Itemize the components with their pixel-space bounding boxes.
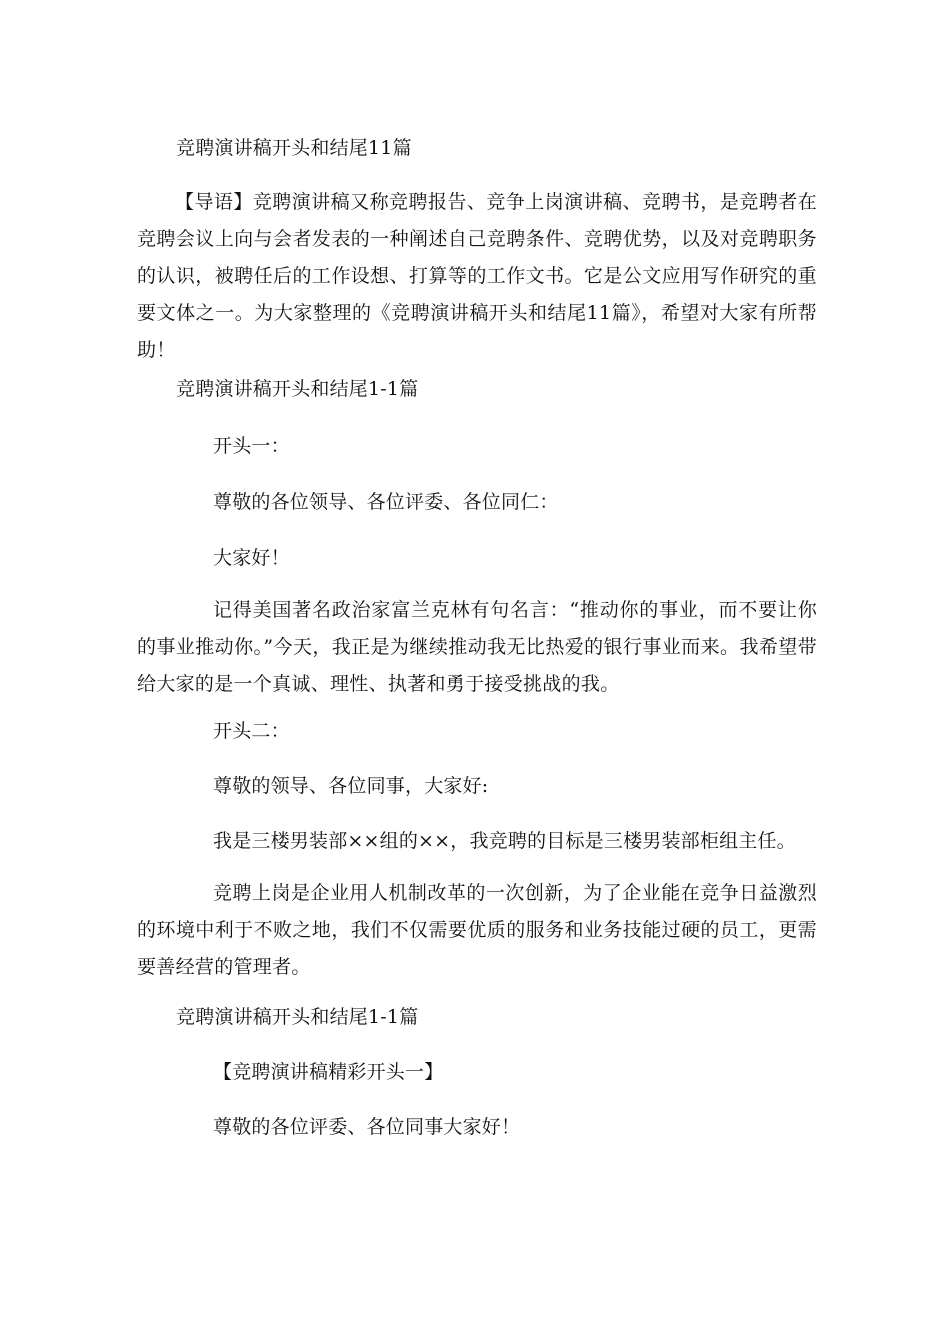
opening-two-intro: 我是三楼男装部××组的××，我竞聘的目标是三楼男装部柜组主任。: [213, 830, 796, 852]
opening-two-body: 竞聘上岗是企业用人机制改革的一次创新，为了企业能在竞争日益激烈的环境中利于不败之地，我们不仅需要优质的服务和业务技能过硬的员工，更需要善经营的管理者。: [137, 882, 817, 978]
section-two-salutation: 尊敬的各位评委、各位同事大家好！: [213, 1116, 521, 1138]
opening-one-greeting: 大家好！: [213, 547, 290, 569]
section-heading-1: 竞聘演讲稿开头和结尾1-1篇: [176, 378, 419, 400]
opening-one-salutation: 尊敬的各位领导、各位评委、各位同仁：: [213, 491, 559, 513]
opening-two-label: 开头二：: [213, 720, 290, 742]
intro-paragraph: 【导语】竞聘演讲稿又称竞聘报告、竞争上岗演讲稿、竞聘书，是竞聘者在竞聘会议上向与会者发表的一种阐述自己竞聘条件、竞聘优势，以及对竞聘职务的认识，被聘任后的工作设想、打算等的工作文书。它是公文应用写作研究的重要文体之一。为大家整理的《竞聘演讲稿开头和结尾11篇》，希望对大家有所帮助！: [137, 191, 817, 361]
section-two-subheading: 【竞聘演讲稿精彩开头一】: [213, 1061, 444, 1083]
document-title: 竞聘演讲稿开头和结尾11篇: [176, 137, 412, 159]
section-heading-2: 竞聘演讲稿开头和结尾1-1篇: [176, 1006, 419, 1028]
opening-one-label: 开头一：: [213, 435, 290, 457]
opening-two-salutation: 尊敬的领导、各位同事，大家好:: [213, 775, 489, 797]
opening-one-body: 记得美国著名政治家富兰克林有句名言：“推动你的事业，而不要让你的事业推动你。”今天，我正是为继续推动我无比热爱的银行事业而来。我希望带给大家的是一个真诚、理性、执著和勇于接受挑战的我。: [137, 599, 817, 695]
